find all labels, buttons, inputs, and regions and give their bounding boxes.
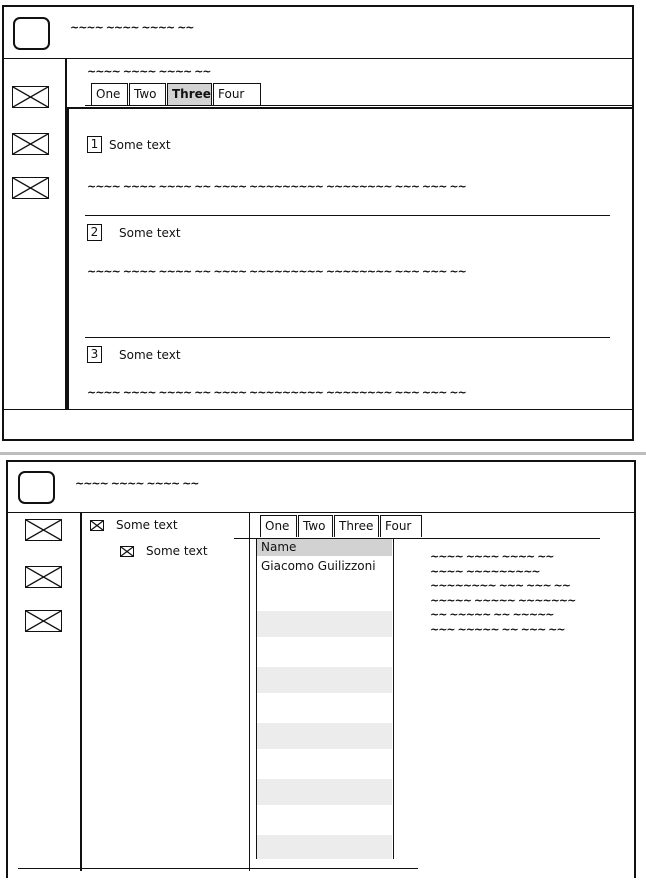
image-placeholder-icon[interactable] [25,519,62,541]
item-divider [85,215,610,216]
left-icon-rail [4,59,67,409]
tree-item-child[interactable] [120,544,245,560]
list-row[interactable] [257,667,392,693]
item-divider [85,337,610,338]
image-placeholder-icon[interactable] [25,566,62,588]
tab-three[interactable]: Three [334,515,379,537]
left-icon-rail [8,513,82,871]
item-number-2: 2 [87,224,102,241]
list-row[interactable] [257,611,392,637]
header-divider [4,58,632,59]
footer-divider [4,409,632,410]
paragraph-line: ~~ ~~~~~ ~~ ~~~~~ [430,608,554,621]
paragraph-line: ~~~ ~~~~~ ~~ ~~~ ~~ [430,622,565,636]
item-text-1: ~~~~ ~~~~ ~~~~ ~~ ~~~~ ~~~~~~~~~ ~~~~~~~~ ~~~ ~~~ ~~ [87,180,466,193]
tree-item-root[interactable] [90,518,240,534]
mockup-separator [0,452,646,455]
tab-bar [256,515,601,539]
header-title: ~~~~ ~~~~ ~~~~ ~~ [75,477,199,490]
image-node-icon [90,520,104,531]
section-title: ~~~~ ~~~~ ~~~~ ~~ [87,65,211,78]
image-placeholder-icon[interactable] [25,610,62,632]
footer-divider [18,868,418,869]
paragraph-line: ~~~~ ~~~~ ~~~~ ~~ [430,550,554,563]
image-node-icon [120,546,134,557]
top-mockup-window [2,5,634,441]
item-label-3: Some text [119,348,181,362]
item-number-3: 3 [87,346,102,363]
paragraph-line: ~~~~~ ~~~~~ ~~~~~~~ [430,593,576,607]
tab-four[interactable]: Four [213,83,261,105]
tab-two[interactable]: Two [129,83,166,105]
item-label-1: Some text [109,138,171,152]
name-list[interactable] [256,539,394,859]
tree-item-label: Some text [116,518,178,532]
list-row[interactable] [257,723,392,749]
tree-panel [82,513,250,871]
tab-bar [87,83,632,107]
tab-one[interactable]: One [260,515,297,537]
content-panel [67,107,634,409]
item-text-2: ~~~~ ~~~~ ~~~~ ~~ ~~~~ ~~~~~~~~~ ~~~~~~~~ ~~~ ~~~ ~~ [87,265,466,278]
app-logo [13,17,50,50]
bottom-mockup-window [6,460,636,878]
list-row[interactable]: Giacomo Guilizzoni [261,559,376,573]
item-text-3: ~~~~ ~~~~ ~~~~ ~~ ~~~~ ~~~~~~~~~ ~~~~~~~~ ~~~ ~~~ ~~ [87,386,466,399]
app-logo [18,471,55,504]
image-placeholder-icon[interactable] [12,177,49,199]
paragraph-line: ~~~~ ~~~~~~~~~ [430,564,540,578]
description-paragraph [430,550,620,637]
item-number-1: 1 [87,136,102,153]
list-row[interactable] [257,779,392,805]
image-placeholder-icon[interactable] [12,86,49,108]
tab-bar-baseline [85,105,632,106]
list-row[interactable] [257,835,392,859]
paragraph-line: ~~~~~~~~ ~~~ ~~~ ~~ [430,579,570,592]
tab-one[interactable]: One [91,83,128,105]
image-placeholder-icon[interactable] [12,133,49,155]
tree-item-label: Some text [146,544,208,558]
list-header[interactable]: Name [257,539,392,556]
header-title: ~~~~ ~~~~ ~~~~ ~~ [70,21,194,34]
tab-two[interactable]: Two [298,515,333,537]
tab-four[interactable]: Four [380,515,422,537]
item-label-2: Some text [119,226,181,240]
tab-three[interactable]: Three [167,83,212,105]
